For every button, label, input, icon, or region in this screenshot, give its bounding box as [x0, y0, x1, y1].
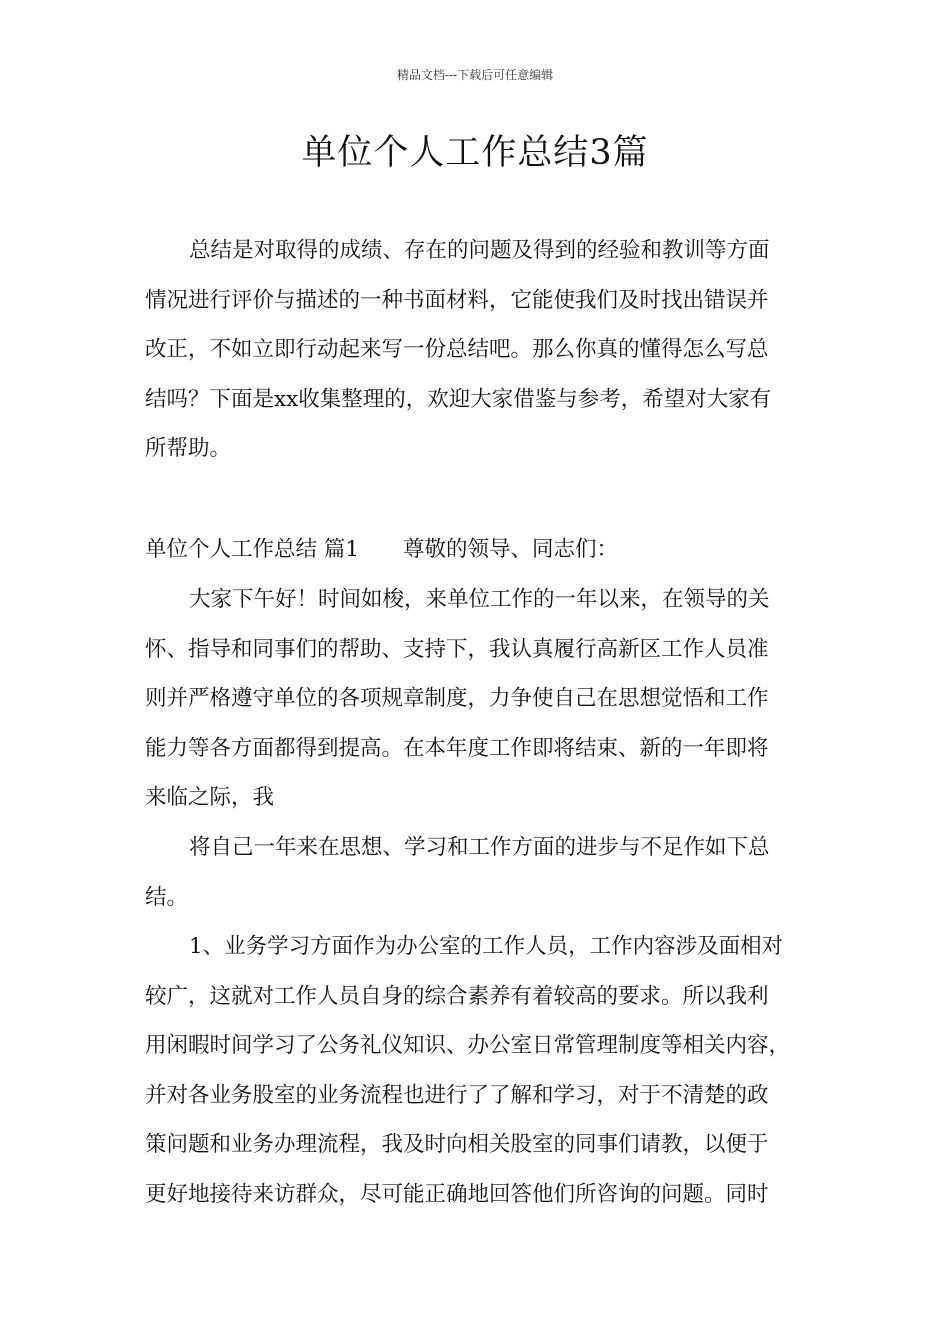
paragraph-line: 改正，不如立即行动起来写一份总结吧。那么你真的懂得怎么写总 — [145, 337, 769, 362]
greeting: 尊敬的领导、同志们： — [403, 537, 619, 562]
paragraph-3 — [145, 922, 790, 1219]
paragraph-line: 结吗？下面是xx收集整理的，欢迎大家借鉴与参考，希望对大家有 — [145, 386, 772, 412]
paragraph-line: 能力等各方面都得到提高。在本年度工作即将结束、新的一年即将 — [145, 735, 769, 761]
paragraph-line: 结。 — [145, 884, 189, 910]
paragraph-line: 总结是对取得的成绩、存在的问题及得到的经验和教训等方面 — [189, 238, 770, 263]
paragraph-line: 用闲暇时间学习了公务礼仪知识、办公室日常管理制度等相关内容， — [145, 1033, 791, 1058]
paragraph-line: 则并严格遵守单位的各项规章制度，力争使自己在思想觉悟和工作 — [145, 686, 769, 711]
paragraph-line: 来临之际，我 — [145, 785, 275, 810]
section-heading-row — [145, 525, 618, 575]
section-heading: 单位个人工作总结 篇1 — [145, 537, 360, 562]
intro-paragraph — [145, 226, 771, 474]
paragraph-2 — [145, 823, 770, 922]
paragraph-line: 所帮助。 — [145, 436, 232, 461]
paragraph-line: 大家下午好！时间如梭，来单位工作的一年以来，在领导的关 — [189, 587, 770, 612]
paragraph-1 — [145, 575, 770, 823]
paragraph-line: 怀、指导和同事们的帮助、支持下，我认真履行高新区工作人员准 — [145, 636, 769, 662]
paragraph-line: 将自己一年来在思想、学习和工作方面的进步与不足作如下总 — [189, 835, 770, 860]
paragraph-line: 并对各业务股室的业务流程也进行了了解和学习，对于不清楚的政 — [145, 1082, 769, 1108]
document-title: 单位个人工作总结3篇 — [301, 133, 649, 173]
paragraph-line: 更好地接待来访群众，尽可能正确地回答他们所咨询的问题。同时 — [145, 1181, 769, 1207]
paragraph-line: 情况进行评价与描述的一种书面材料，它能使我们及时找出错误并 — [145, 287, 769, 313]
paragraph-line: 较广，这就对工作人员自身的综合素养有着较高的要求。所以我利 — [145, 983, 769, 1009]
header-note: 精品文档---下载后可任意编辑 — [396, 68, 554, 82]
paragraph-line: 1、业务学习方面作为办公室的工作人员，工作内容涉及面相对 — [189, 934, 784, 959]
paragraph-line: 策问题和业务办理流程，我及时向相关股室的同事们请教，以便于 — [145, 1132, 769, 1157]
